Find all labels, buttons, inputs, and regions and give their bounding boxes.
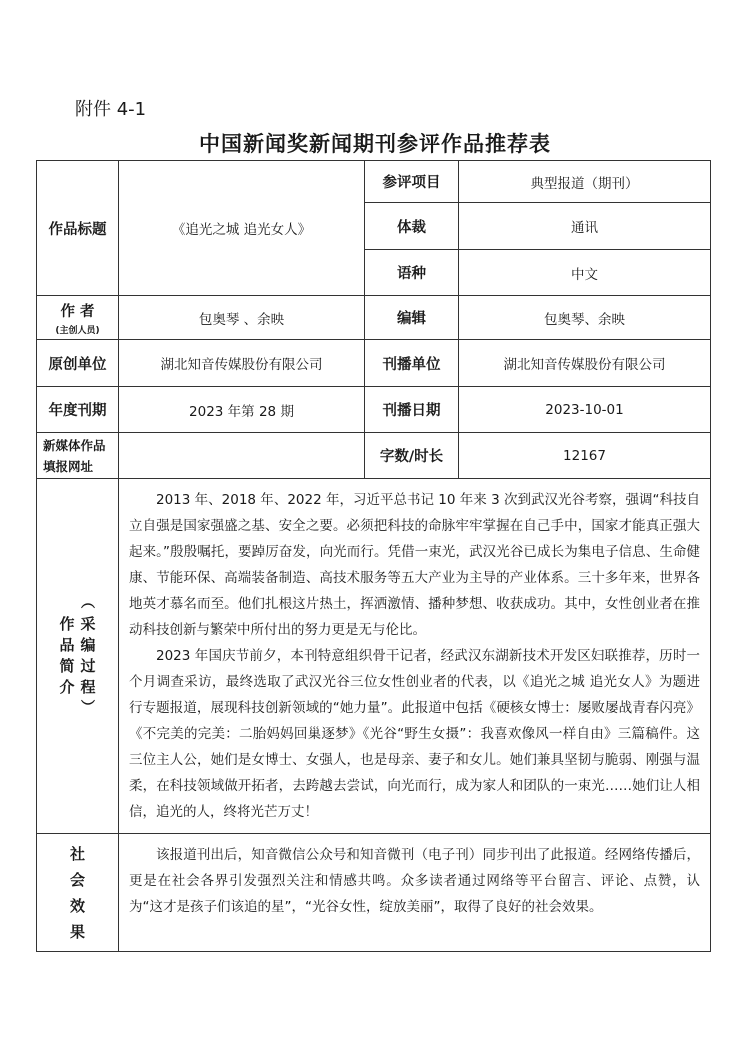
- publisher-label: 刊播单位: [365, 340, 459, 387]
- form-title: 中国新闻奖新闻期刊参评作品推荐表: [199, 132, 551, 156]
- intro-paren-open: ︵: [81, 595, 95, 611]
- editor-label: 编辑: [365, 296, 459, 340]
- wordcount-value: 12167: [459, 433, 711, 479]
- category-label: 参评项目: [365, 161, 459, 203]
- attachment-label: 附件 4-1: [75, 99, 147, 120]
- language-value: 中文: [459, 250, 711, 296]
- intro-paren-close: ︶: [81, 700, 95, 716]
- recommendation-form-table: [36, 160, 711, 952]
- genre-label: 体裁: [365, 203, 459, 250]
- row-intro: [37, 479, 711, 834]
- pubdate-value: 2023-10-01: [459, 387, 711, 433]
- intro-paragraph-1: 2013 年、2018 年、2022 年，习近平总书记 10 年来 3 次到武汉光谷考察，强调“科技自立自强是国家强盛之基、安全之要。必须把科技的命脉牢牢掌握在自己手中，国家才能真正强大起来。”殷殷嘱托，要踔厉奋发，向光而行。凭借一束光，武汉光谷已成长为集电子信息、生命健康、节能环保、高端装备制造、高技术服务等五大产业为主导的产业体系。三十多年来，世界各地英才慕名而至。他们扎根这片热土，挥洒激情、播种梦想、收获成功。其中，女性创业者在推动科技创新与繁荣中所付出的努力更是无与伦比。: [129, 492, 700, 638]
- author-value: 包奥琴 、余映: [119, 296, 365, 340]
- row-origin: [37, 340, 711, 387]
- intro-label-col-2: [81, 593, 96, 719]
- effect-label-char: 社: [69, 844, 85, 863]
- newmedia-value: [119, 433, 365, 479]
- intro-label-char: 程: [80, 678, 96, 696]
- issue-value: 2023 年第 28 期: [119, 387, 365, 433]
- newmedia-label-line2: 填报网址: [43, 458, 94, 474]
- intro-label-char: 过: [80, 657, 96, 675]
- language-label: 语种: [365, 250, 459, 296]
- row-issue: [37, 387, 711, 433]
- effect-paragraph: 该报道刊出后，知音微信公众号和知音微刊（电子刊）同步刊出了此报道。经网络传播后，更是在社会各界引发强烈关注和情感共鸣。众多读者通过网络等平台留言、评论、点赞，认为“这才是孩子们该追的星”，“光谷女性，绽放美丽”，取得了良好的社会效果。: [129, 847, 700, 915]
- intro-label-char: 品: [59, 636, 75, 654]
- work-title-value: 《追光之城 追光女人》: [119, 161, 365, 296]
- effect-label-char: 会: [69, 870, 85, 889]
- editor-value: 包奥琴、余映: [459, 296, 711, 340]
- intro-label-col-1: [59, 614, 74, 698]
- intro-label-char: 简: [59, 657, 75, 675]
- row-newmedia: [37, 433, 711, 479]
- newmedia-label-cell: [37, 433, 119, 479]
- issue-label: 年度刊期: [37, 387, 119, 433]
- work-title-label: 作品标题: [37, 161, 119, 296]
- wordcount-label: 字数/时长: [365, 433, 459, 479]
- author-label-cell: [37, 296, 119, 340]
- intro-paragraph-2: 2023 年国庆节前夕，本刊特意组织骨干记者，经武汉东湖新技术开发区妇联推荐，历时一个月调查采访，最终选取了武汉光谷三位女性创业者的代表，以《追光之城 追光女人》为题进行专题报道，展现科技创新领域的“她力量”。此报道中包括《硬核女博士：屡败屡战青春闪亮》《不完美的完美：二胎妈妈回巢逐梦》《光谷“野生女摄”：我喜欢像风一样自由》三篇稿件。这三位主人公，她们是女博士、女强人，也是母亲、妻子和女儿。她们兼具坚韧与脆弱、刚强与温柔，在科技领域做开拓者，去跨越去尝试，向光而行，成为家人和团队的一束光……她们让人相信，追光的人，终将光芒万丈！: [129, 648, 700, 820]
- origin-label: 原创单位: [37, 340, 119, 387]
- intro-label-char: 作: [59, 615, 75, 633]
- intro-label-cell: [37, 479, 119, 834]
- row-author: [37, 296, 711, 340]
- row-category: [37, 161, 711, 203]
- author-label: 作 者: [60, 303, 95, 320]
- newmedia-label-line1: 新媒体作品: [43, 437, 106, 453]
- intro-label-char: 介: [59, 678, 75, 696]
- effect-content: [119, 834, 711, 952]
- author-sublabel: (主创人员): [55, 325, 100, 336]
- effect-label-char: 效: [69, 896, 85, 915]
- intro-content: [119, 479, 711, 834]
- effect-label-cell: [37, 834, 119, 952]
- pubdate-label: 刊播日期: [365, 387, 459, 433]
- genre-value: 通讯: [459, 203, 711, 250]
- intro-label-char: 编: [80, 636, 96, 654]
- publisher-value: 湖北知音传媒股份有限公司: [459, 340, 711, 387]
- effect-label-char: 果: [69, 922, 85, 941]
- row-effect: [37, 834, 711, 952]
- intro-label-char: 采: [80, 615, 96, 633]
- origin-value: 湖北知音传媒股份有限公司: [119, 340, 365, 387]
- category-value: 典型报道（期刊）: [459, 161, 711, 203]
